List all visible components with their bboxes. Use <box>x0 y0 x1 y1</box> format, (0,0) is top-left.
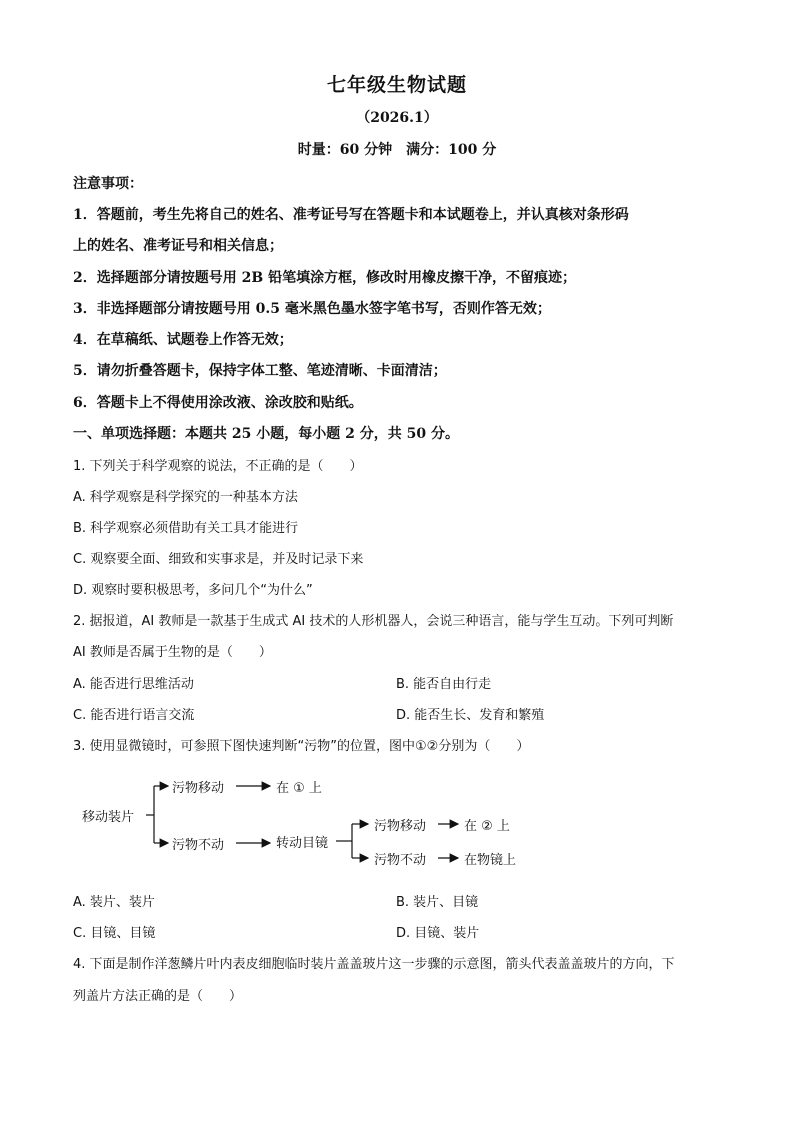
flow-debris-moves-2: 污物移动 <box>374 819 427 834</box>
notice-item: 4．在草稿纸、试题卷上作答无效； <box>73 332 293 348</box>
microscope-debris-flowchart <box>78 770 548 870</box>
flow-result-1: 在 ① 上 <box>276 781 322 796</box>
flow-result-2: 在 ② 上 <box>464 819 510 834</box>
question-2-option-d: D. 能否生长、发育和繁殖 <box>396 708 545 723</box>
question-1-option-a: A. 科学观察是科学探究的一种基本方法 <box>73 490 298 505</box>
question-3-option-c: C. 目镜、目镜 <box>73 926 156 941</box>
flow-result-3: 在物镜上 <box>464 853 517 868</box>
flow-debris-still-1: 污物不动 <box>172 838 225 853</box>
question-1-option-d: D. 观察时要积极思考，多问几个“为什么” <box>73 583 313 598</box>
notice-item: 6．答题卡上不得使用涂改液、涂改胶和贴纸。 <box>73 395 363 411</box>
notice-item: 3．非选择题部分请按题号用 0.5 毫米黑色墨水签字笔书写，否则作答无效； <box>73 301 551 317</box>
notice-heading: 注意事项： <box>73 176 143 192</box>
question-2-option-a: A. 能否进行思维活动 <box>73 677 194 692</box>
flow-debris-moves-1: 污物移动 <box>172 781 225 796</box>
question-3-stem: 3. 使用显微镜时，可参照下图快速判断“污物”的位置，图中①②分别为（ ） <box>73 739 530 754</box>
question-1-option-c: C. 观察要全面、细致和实事求是，并及时记录下来 <box>73 552 364 567</box>
question-1-stem: 1. 下列关于科学观察的说法，不正确的是（ ） <box>73 459 363 474</box>
notice-item: 上的姓名、准考证号和相关信息； <box>73 238 283 254</box>
question-2-option-b: B. 能否自由行走 <box>396 677 492 692</box>
question-1-option-b: B. 科学观察必须借助有关工具才能进行 <box>73 521 299 536</box>
question-2-stem: 2. 据报道，AI 教师是一款基于生成式 AI 技术的人形机器人，会说三种语言，能与学生互动。下列可判断 <box>73 614 674 629</box>
question-3-option-d: D. 目镜、装片 <box>396 926 480 941</box>
section-heading: 一、单项选择题：本题共 25 小题，每小题 2 分，共 50 分。 <box>73 426 459 442</box>
flow-start-move-slide: 移动装片 <box>82 810 135 825</box>
question-3-option-b: B. 装片、目镜 <box>396 895 479 910</box>
question-4-stem: 4. 下面是制作洋葱鳞片叶内表皮细胞临时装片盖盖玻片这一步骤的示意图，箭头代表盖盖玻片的方向，下 <box>73 957 675 972</box>
notice-item: 1．答题前，考生先将自己的姓名、准考证号写在答题卡和本试题卷上，并认真核对条形码 <box>73 207 629 223</box>
time-info: 时量：60 分钟 满分：100 分 <box>297 142 497 158</box>
notice-item: 5．请勿折叠答题卡，保持字体工整、笔迹清晰、卡面清洁； <box>73 363 447 379</box>
question-2-option-c: C. 能否进行语言交流 <box>73 708 195 723</box>
question-2-stem-cont: AI 教师是否属于生物的是（ ） <box>73 645 272 660</box>
question-4-stem-cont: 列盖片方法正确的是（ ） <box>73 989 243 1004</box>
flow-debris-still-2: 污物不动 <box>374 853 427 868</box>
notice-item: 2．选择题部分请按题号用 2B 铅笔填涂方框，修改时用橡皮擦干净，不留痕迹； <box>73 270 577 286</box>
flow-rotate-eyepiece: 转动目镜 <box>276 836 329 851</box>
exam-date: （2026.1） <box>356 110 438 126</box>
page-title: 七年级生物试题 <box>326 74 467 96</box>
question-3-option-a: A. 装片、装片 <box>73 895 155 910</box>
